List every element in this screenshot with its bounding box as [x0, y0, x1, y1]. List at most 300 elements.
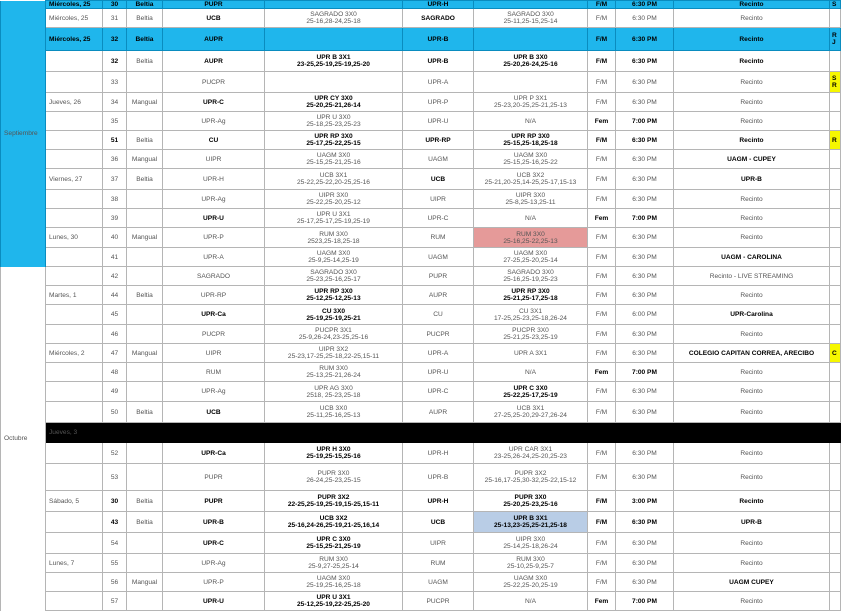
- cell-home: UCB: [163, 402, 265, 423]
- table-row: [1, 363, 841, 382]
- cell-place: UPR-Carolina: [674, 305, 830, 325]
- cell-place: Recinto: [674, 464, 830, 491]
- cell-home: UCB: [163, 9, 265, 28]
- cell-venue: Mangual: [127, 344, 163, 363]
- cell-num: 49: [103, 382, 127, 402]
- cell-home: UPR-H: [163, 169, 265, 190]
- cell-place: Recinto: [674, 554, 830, 573]
- cell-time: 6:30 PM: [616, 28, 674, 51]
- edge-note: [830, 150, 841, 169]
- table-row: [1, 248, 841, 267]
- cell-ascore: RUM 3X0 25-10,25-9,25-7: [474, 554, 588, 573]
- table-row: [1, 554, 841, 573]
- cell-time: 6:30 PM: [616, 464, 674, 491]
- cell-venue: Beltia: [127, 9, 163, 28]
- cell-home: UIPR: [163, 344, 265, 363]
- cell-num: 33: [103, 72, 127, 93]
- table-row: [1, 382, 841, 402]
- cell-time: 6:30 PM: [616, 169, 674, 190]
- cell-venue: [127, 382, 163, 402]
- cell-day: [46, 325, 103, 344]
- cell-time: 6:30 PM: [616, 325, 674, 344]
- cell-away: RUM: [403, 228, 474, 248]
- cell-day: [46, 131, 103, 150]
- month-cell: Octubre: [1, 267, 46, 611]
- cell-hscore: UIPR 3X2 25-23,17-25,25-18,22-25,15-11: [265, 344, 403, 363]
- edge-note: [830, 592, 841, 611]
- cell-num: 48: [103, 363, 127, 382]
- cell-ascore: UCB 3X2 25-21,20-25,14-25,25-17,15-13: [474, 169, 588, 190]
- table-row: [1, 209, 841, 228]
- cell-venue: Beltia: [127, 512, 163, 533]
- cell-day: [46, 190, 103, 209]
- cell-place: UAGM CUPEY: [674, 573, 830, 592]
- edge-note: [830, 248, 841, 267]
- table-row: [1, 190, 841, 209]
- cell-cat: F/M: [588, 228, 616, 248]
- cell-home: UPR-C: [163, 533, 265, 554]
- cell-num: 38: [103, 190, 127, 209]
- table-row: [1, 228, 841, 248]
- cell-hscore: UCB 3X2 25-16,24-26,25-19,21-25,16,14: [265, 512, 403, 533]
- table-row: [1, 112, 841, 131]
- cell-num: 34: [103, 93, 127, 112]
- cell-away: UAGM: [403, 150, 474, 169]
- cell-hscore: UPR C 3X0 25-15,25-21,25-19: [265, 533, 403, 554]
- cell-home: RUM: [163, 363, 265, 382]
- cell-home: UPR-Ca: [163, 443, 265, 464]
- cell-away: UPR-H: [403, 1, 474, 9]
- cell-time: 6:30 PM: [616, 402, 674, 423]
- cell-place: UPR-B: [674, 512, 830, 533]
- edge-note: [830, 267, 841, 286]
- cell-time: 6:30 PM: [616, 93, 674, 112]
- cell-time: 6:30 PM: [616, 554, 674, 573]
- cell-hscore: UPR U 3X1 25-17,25-17,25-19,25-19: [265, 209, 403, 228]
- edge-note: [830, 363, 841, 382]
- cell-venue: Mangual: [127, 228, 163, 248]
- cell-home: UPR-Ag: [163, 382, 265, 402]
- cell-away: UCB: [403, 169, 474, 190]
- table-row: [1, 267, 841, 286]
- cell-cat: Fem: [588, 592, 616, 611]
- cell-home: UPR-U: [163, 209, 265, 228]
- table-row: [1, 573, 841, 592]
- cell-place: Recinto: [674, 382, 830, 402]
- edge-note: [830, 190, 841, 209]
- cell-venue: Beltia: [127, 491, 163, 512]
- cell-time: 6:30 PM: [616, 150, 674, 169]
- cell-time: 6:30 PM: [616, 533, 674, 554]
- edge-note: [830, 512, 841, 533]
- cell-cat: F/M: [588, 491, 616, 512]
- cell-day: [46, 443, 103, 464]
- cell-num: 32: [103, 28, 127, 51]
- cell-away: UAGM: [403, 573, 474, 592]
- cell-day: [46, 209, 103, 228]
- edge-note: [830, 464, 841, 491]
- cell-num: 57: [103, 592, 127, 611]
- cell-venue: Beltia: [127, 286, 163, 305]
- cell-time: 6:30 PM: [616, 248, 674, 267]
- cell-place: Recinto: [674, 443, 830, 464]
- cell-cat: F/M: [588, 573, 616, 592]
- cell-ascore: PUPR 3X0 25-20,25-23,25-16: [474, 491, 588, 512]
- edge-note: [830, 402, 841, 423]
- cell-time: [616, 423, 674, 443]
- cell-cat: F/M: [588, 28, 616, 51]
- cell-cat: F/M: [588, 533, 616, 554]
- table-row: [1, 150, 841, 169]
- cell-place: Recinto: [674, 1, 830, 9]
- cell-time: 6:30 PM: [616, 51, 674, 72]
- cell-hscore: UPR U 3X1 25-12,25-19,22-25,25-20: [265, 592, 403, 611]
- cell-home: PUCPR: [163, 325, 265, 344]
- cell-time: 6:30 PM: [616, 573, 674, 592]
- cell-num: 36: [103, 150, 127, 169]
- cell-home: UPR-RP: [163, 286, 265, 305]
- cell-place: Recinto: [674, 72, 830, 93]
- edge-note: [830, 533, 841, 554]
- cell-hscore: [265, 1, 403, 9]
- cell-cat: F/M: [588, 169, 616, 190]
- cell-day: [46, 512, 103, 533]
- cell-day: [46, 150, 103, 169]
- cell-away: UPR-C: [403, 209, 474, 228]
- edge-note: [830, 228, 841, 248]
- cell-day: Viernes, 27: [46, 169, 103, 190]
- edge-note: S: [830, 1, 841, 9]
- cell-hscore: UAGM 3X0 25-19,25-16,25-18: [265, 573, 403, 592]
- edge-note: [830, 573, 841, 592]
- cell-away: PUCPR: [403, 592, 474, 611]
- table-row: [1, 9, 841, 28]
- cell-time: 7:00 PM: [616, 592, 674, 611]
- cell-place: COLEGIO CAPITAN CORREA, ARECIBO: [674, 344, 830, 363]
- cell-ascore: UPR B 3X0 25-20,26-24,25-16: [474, 51, 588, 72]
- cell-cat: Fem: [588, 112, 616, 131]
- cell-away: UPR-U: [403, 112, 474, 131]
- cell-ascore: UIPR 3X0 25-8,25-13,25-11: [474, 190, 588, 209]
- cell-day: [46, 305, 103, 325]
- cell-ascore: UPR P 3X1 25-23,20-25,25-21,25-13: [474, 93, 588, 112]
- cell-hscore: UPR AG 3X0 2518, 25-23,25-18: [265, 382, 403, 402]
- cell-place: [674, 423, 830, 443]
- cell-ascore: [474, 72, 588, 93]
- cell-day: Jueves, 26: [46, 93, 103, 112]
- cell-home: SAGRADO: [163, 267, 265, 286]
- cell-hscore: [265, 28, 403, 51]
- cell-hscore: SAGRADO 3X0 25-16,28-24,25-18: [265, 9, 403, 28]
- cell-day: Martes, 1: [46, 286, 103, 305]
- cell-away: UPR-C: [403, 382, 474, 402]
- cell-num: 53: [103, 464, 127, 491]
- cell-home: PUCPR: [163, 72, 265, 93]
- cell-num: 30: [103, 1, 127, 9]
- cell-home: UPR-Ag: [163, 554, 265, 573]
- cell-cat: F/M: [588, 72, 616, 93]
- cell-place: UAGM - CAROLINA: [674, 248, 830, 267]
- table-row: [1, 512, 841, 533]
- cell-num: 30: [103, 491, 127, 512]
- cell-num: 52: [103, 443, 127, 464]
- cell-home: UPR-Ag: [163, 190, 265, 209]
- table-row: [1, 93, 841, 112]
- cell-time: 7:00 PM: [616, 363, 674, 382]
- cell-away: UIPR: [403, 190, 474, 209]
- cell-cat: [588, 423, 616, 443]
- cell-place: Recinto: [674, 28, 830, 51]
- cell-cat: F/M: [588, 131, 616, 150]
- cell-away: UPR-U: [403, 363, 474, 382]
- cell-day: [46, 248, 103, 267]
- cell-home: AUPR: [163, 28, 265, 51]
- cell-time: 6:30 PM: [616, 190, 674, 209]
- cell-time: 6:30 PM: [616, 512, 674, 533]
- cell-ascore: UPR A 3X1: [474, 344, 588, 363]
- cell-time: 6:30 PM: [616, 9, 674, 28]
- cell-day: [46, 112, 103, 131]
- cell-place: Recinto: [674, 592, 830, 611]
- cell-ascore: UPR B 3X1 25-13,23-25,25-21,25-18: [474, 512, 588, 533]
- cell-venue: [127, 423, 163, 443]
- cell-venue: [127, 267, 163, 286]
- cell-hscore: RUM 3X0 25-13,25-21,26-24: [265, 363, 403, 382]
- cell-venue: Mangual: [127, 93, 163, 112]
- cell-num: 41: [103, 248, 127, 267]
- cell-away: UPR-RP: [403, 131, 474, 150]
- cell-place: Recinto: [674, 51, 830, 72]
- cell-away: UPR-A: [403, 344, 474, 363]
- cell-place: Recinto: [674, 363, 830, 382]
- cell-home: PUPR: [163, 491, 265, 512]
- cell-home: UPR-A: [163, 248, 265, 267]
- cell-ascore: RUM 3X0 25-16,25-22,25-13: [474, 228, 588, 248]
- cell-away: CU: [403, 305, 474, 325]
- cell-cat: F/M: [588, 93, 616, 112]
- cell-place: Recinto - LIVE STREAMING: [674, 267, 830, 286]
- cell-num: 44: [103, 286, 127, 305]
- edge-note: [830, 51, 841, 72]
- cell-hscore: RUM 3X0 2523,25-18,25-18: [265, 228, 403, 248]
- cell-away: UPR-H: [403, 443, 474, 464]
- table-row: [1, 402, 841, 423]
- cell-venue: [127, 443, 163, 464]
- cell-ascore: [474, 1, 588, 9]
- cell-day: [46, 267, 103, 286]
- edge-note: [830, 443, 841, 464]
- cell-time: 6:30 PM: [616, 286, 674, 305]
- cell-away: RUM: [403, 554, 474, 573]
- cell-place: Recinto: [674, 286, 830, 305]
- cell-away: AUPR: [403, 286, 474, 305]
- cell-venue: Beltia: [127, 402, 163, 423]
- cell-day: Lunes, 7: [46, 554, 103, 573]
- cell-time: 7:00 PM: [616, 112, 674, 131]
- table-row: [1, 533, 841, 554]
- cell-venue: [127, 248, 163, 267]
- cell-ascore: UAGM 3X0 27-25,25-20,25-14: [474, 248, 588, 267]
- edge-note: [830, 491, 841, 512]
- cell-ascore: [474, 28, 588, 51]
- cell-venue: [127, 112, 163, 131]
- table-row: [1, 28, 841, 51]
- cell-day: Sábado, 5: [46, 491, 103, 512]
- cell-num: 56: [103, 573, 127, 592]
- cell-hscore: UCB 3X0 25-11,25-16,25-13: [265, 402, 403, 423]
- table-row: [1, 1, 841, 9]
- cell-away: UPR-H: [403, 491, 474, 512]
- cell-day: [46, 51, 103, 72]
- cell-ascore: N/A: [474, 592, 588, 611]
- cell-hscore: PUPR 3X2 22-25,25-19,25-19,15-25,15-11: [265, 491, 403, 512]
- cell-time: 6:30 PM: [616, 72, 674, 93]
- cell-num: 55: [103, 554, 127, 573]
- cell-ascore: [474, 423, 588, 443]
- cell-venue: [127, 325, 163, 344]
- cell-cat: F/M: [588, 464, 616, 491]
- cell-home: UPR-P: [163, 573, 265, 592]
- cell-hscore: UPR B 3X1 23-25,25-19,25-19,25-20: [265, 51, 403, 72]
- cell-hscore: UPR RP 3X0 25-12,25-12,25-13: [265, 286, 403, 305]
- cell-place: Recinto: [674, 228, 830, 248]
- table-row: [1, 464, 841, 491]
- cell-venue: Beltia: [127, 1, 163, 9]
- edge-note: [830, 554, 841, 573]
- cell-place: Recinto: [674, 131, 830, 150]
- cell-away: UCB: [403, 512, 474, 533]
- cell-home: PUPR: [163, 464, 265, 491]
- edge-note: [830, 169, 841, 190]
- cell-ascore: UAGM 3X0 25-15,25-16,25-22: [474, 150, 588, 169]
- cell-place: Recinto: [674, 112, 830, 131]
- cell-day: [46, 72, 103, 93]
- cell-cat: F/M: [588, 150, 616, 169]
- cell-venue: Beltia: [127, 169, 163, 190]
- cell-num: [103, 423, 127, 443]
- table-row: [1, 169, 841, 190]
- edge-note: [830, 286, 841, 305]
- edge-note: [830, 325, 841, 344]
- cell-cat: F/M: [588, 512, 616, 533]
- cell-away: PUCPR: [403, 325, 474, 344]
- cell-away: UPR-A: [403, 72, 474, 93]
- cell-home: UPR-U: [163, 592, 265, 611]
- cell-hscore: SAGRADO 3X0 25-23,25-16,25-17: [265, 267, 403, 286]
- cell-hscore: UPR U 3X0 25-18,25-23,25-23: [265, 112, 403, 131]
- edge-note: R J: [830, 423, 841, 443]
- cell-away: PUPR: [403, 267, 474, 286]
- cell-venue: Beltia: [127, 28, 163, 51]
- cell-day: Miércoles, 2: [46, 344, 103, 363]
- table-row: [1, 423, 841, 443]
- cell-venue: [127, 464, 163, 491]
- cell-cat: F/M: [588, 344, 616, 363]
- table-row: [1, 286, 841, 305]
- cell-day: [46, 464, 103, 491]
- cell-home: UPR-P: [163, 228, 265, 248]
- cell-num: 40: [103, 228, 127, 248]
- cell-day: Jueves, 3: [46, 423, 103, 443]
- cell-num: 37: [103, 169, 127, 190]
- table-row: [1, 443, 841, 464]
- table-row: [1, 131, 841, 150]
- cell-place: UAGM - CUPEY: [674, 150, 830, 169]
- cell-cat: F/M: [588, 402, 616, 423]
- cell-away: SAGRADO: [403, 9, 474, 28]
- cell-venue: Beltia: [127, 51, 163, 72]
- cell-away: UPR-B: [403, 464, 474, 491]
- edge-note: [830, 93, 841, 112]
- cell-num: 35: [103, 112, 127, 131]
- cell-num: 47: [103, 344, 127, 363]
- edge-note: C: [830, 344, 841, 363]
- cell-hscore: [265, 72, 403, 93]
- cell-away: UIPR: [403, 533, 474, 554]
- cell-ascore: N/A: [474, 112, 588, 131]
- cell-place: Recinto: [674, 190, 830, 209]
- cell-ascore: SAGRADO 3X0 25-16,25-19,25-23: [474, 267, 588, 286]
- table-row: [1, 592, 841, 611]
- edge-note: R: [830, 131, 841, 150]
- cell-hscore: UCB 3X1 25-22,25-22,20-25,25-16: [265, 169, 403, 190]
- cell-cat: F/M: [588, 325, 616, 344]
- cell-venue: Mangual: [127, 150, 163, 169]
- cell-ascore: UIPR 3X0 25-14,25-18,26-24: [474, 533, 588, 554]
- cell-ascore: UCB 3X1 27-25,25-20,29-27,26-24: [474, 402, 588, 423]
- cell-venue: [127, 554, 163, 573]
- cell-cat: F/M: [588, 286, 616, 305]
- cell-time: 6:30 PM: [616, 382, 674, 402]
- cell-hscore: PUCPR 3X1 25-9,26-24,23-25,25-16: [265, 325, 403, 344]
- edge-note: [830, 112, 841, 131]
- cell-day: Miércoles, 25: [46, 9, 103, 28]
- cell-away: UPR-B: [403, 28, 474, 51]
- cell-hscore: PUPR 3X0 26-24,25-23,25-15: [265, 464, 403, 491]
- cell-num: 43: [103, 512, 127, 533]
- cell-cat: F/M: [588, 305, 616, 325]
- cell-venue: [127, 190, 163, 209]
- cell-day: [46, 382, 103, 402]
- cell-ascore: SAGRADO 3X0 25-11,25-15,25-14: [474, 9, 588, 28]
- edge-note: [830, 305, 841, 325]
- cell-ascore: UPR RP 3X0 25-15,25-18,25-18: [474, 131, 588, 150]
- edge-note: S R: [830, 72, 841, 93]
- cell-away: UAGM: [403, 248, 474, 267]
- table-row: [1, 325, 841, 344]
- cell-cat: F/M: [588, 267, 616, 286]
- cell-time: 7:00 PM: [616, 209, 674, 228]
- cell-venue: [127, 363, 163, 382]
- cell-cat: F/M: [588, 9, 616, 28]
- cell-num: 32: [103, 51, 127, 72]
- cell-home: UPR-C: [163, 93, 265, 112]
- cell-day: [46, 573, 103, 592]
- cell-ascore: N/A: [474, 363, 588, 382]
- cell-num: 42: [103, 267, 127, 286]
- table-row: [1, 72, 841, 93]
- cell-num: 51: [103, 131, 127, 150]
- cell-num: 46: [103, 325, 127, 344]
- cell-ascore: CU 3X1 17-25,25-23,25-18,26-24: [474, 305, 588, 325]
- cell-home: AUPR: [163, 51, 265, 72]
- cell-home: UPR-Ag: [163, 112, 265, 131]
- cell-ascore: UPR RP 3X0 25-21,25-17,25-18: [474, 286, 588, 305]
- cell-time: 6:30 PM: [616, 344, 674, 363]
- cell-day: Lunes, 30: [46, 228, 103, 248]
- cell-cat: Fem: [588, 209, 616, 228]
- cell-venue: Mangual: [127, 573, 163, 592]
